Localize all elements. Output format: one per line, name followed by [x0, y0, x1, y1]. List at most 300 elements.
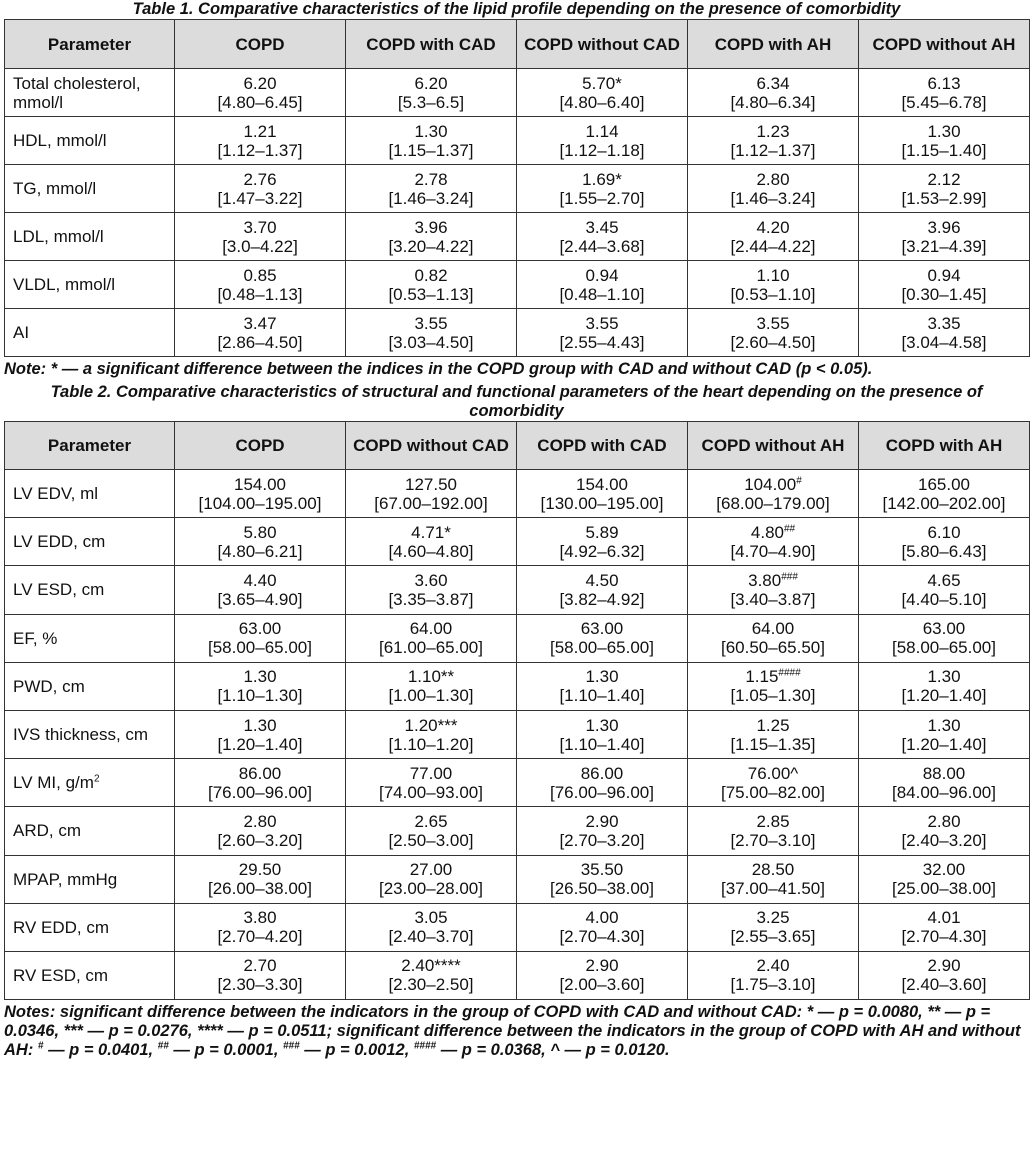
interquartile-range: [0.30–1.45]	[901, 284, 987, 304]
median-value: 2.85	[756, 811, 790, 831]
median-value: 4.01	[927, 908, 961, 928]
median-value: 77.00	[409, 763, 453, 783]
value-cell	[346, 69, 517, 117]
value-cell	[688, 261, 859, 309]
median-value: 3.55	[414, 313, 448, 333]
value-cell	[859, 470, 1030, 518]
median-value: 165.00	[918, 474, 970, 494]
value-cell	[688, 117, 859, 165]
interquartile-range: [23.00–28.00]	[379, 879, 483, 899]
interquartile-range: [68.00–179.00]	[716, 493, 830, 513]
interquartile-range: [3.03–4.50]	[388, 332, 474, 352]
median-value: 1.30	[585, 667, 619, 687]
median-value: 6.20	[414, 73, 448, 93]
value-cell	[346, 903, 517, 951]
column-header: COPD with AH	[688, 20, 859, 69]
interquartile-range: [2.40–3.70]	[388, 927, 474, 947]
interquartile-range: [142.00–202.00]	[882, 493, 1006, 513]
value-cell	[346, 117, 517, 165]
interquartile-range: [2.55–4.43]	[559, 332, 645, 352]
interquartile-range: [3.04–4.58]	[901, 332, 987, 352]
interquartile-range: [26.00–38.00]	[208, 879, 312, 899]
median-value: 4.40	[243, 570, 277, 590]
parameter-cell	[5, 951, 175, 999]
median-value: 2.76	[243, 169, 277, 189]
table-row	[5, 117, 1030, 165]
value-cell	[688, 470, 859, 518]
median-value: 2.40	[756, 956, 790, 976]
value-cell	[175, 165, 346, 213]
median-value: 6.13	[927, 73, 961, 93]
median-value: 1.30	[927, 667, 961, 687]
interquartile-range: [3.35–3.87]	[388, 589, 474, 609]
value-cell	[346, 261, 517, 309]
value-cell	[688, 566, 859, 614]
column-header: COPD with CAD	[346, 20, 517, 69]
parameter-cell	[5, 309, 175, 357]
median-value: 1.23	[756, 121, 790, 141]
column-header: COPD with AH	[859, 422, 1030, 470]
parameter-label: LV ESD, cm	[13, 580, 105, 600]
interquartile-range: [1.12–1.18]	[559, 140, 645, 160]
note-text: — p = 0.0012,	[299, 1041, 414, 1060]
median-value: 154.00	[234, 474, 286, 494]
interquartile-range: [2.55–3.65]	[730, 927, 816, 947]
interquartile-range: [1.20–1.40]	[901, 686, 987, 706]
significance-marker: ##	[783, 523, 796, 535]
value-cell	[517, 309, 688, 357]
value-cell	[688, 855, 859, 903]
value-cell	[517, 710, 688, 758]
median-value: 4.71*	[411, 522, 451, 542]
table-row	[5, 213, 1030, 261]
interquartile-range: [1.10–1.40]	[559, 686, 645, 706]
interquartile-range: [2.44–4.22]	[730, 236, 816, 256]
median-value: 28.50	[751, 860, 795, 880]
interquartile-range: [1.05–1.30]	[730, 686, 816, 706]
interquartile-range: [5.80–6.43]	[901, 541, 987, 561]
value-cell	[346, 614, 517, 662]
median-value: 6.34	[756, 73, 790, 93]
value-cell	[517, 855, 688, 903]
lipid-profile-table	[4, 19, 1030, 357]
value-cell	[346, 518, 517, 566]
table-row	[5, 662, 1030, 710]
parameter-label: IVS thickness, cm	[13, 725, 149, 745]
value-cell	[517, 662, 688, 710]
interquartile-range: [4.80–6.45]	[217, 92, 303, 112]
column-header: Parameter	[5, 20, 175, 69]
interquartile-range: [84.00–96.00]	[892, 782, 996, 802]
value-cell	[517, 903, 688, 951]
value-cell	[346, 662, 517, 710]
median-value: 3.60	[414, 570, 448, 590]
parameter-cell	[5, 759, 175, 807]
value-cell	[517, 213, 688, 261]
value-cell	[346, 807, 517, 855]
value-cell	[688, 807, 859, 855]
value-cell	[175, 759, 346, 807]
interquartile-range: [58.00–65.00]	[208, 638, 312, 658]
column-header: COPD without AH	[688, 422, 859, 470]
interquartile-range: [2.44–3.68]	[559, 236, 645, 256]
median-value: 1.69*	[582, 169, 622, 189]
interquartile-range: [75.00–82.00]	[721, 782, 825, 802]
median-value: 0.94	[585, 265, 619, 285]
median-value: 3.70	[243, 217, 277, 237]
interquartile-range: [1.10–1.40]	[559, 734, 645, 754]
note-marker: #	[37, 1040, 44, 1052]
value-cell	[346, 710, 517, 758]
value-cell	[859, 662, 1030, 710]
interquartile-range: [26.50–38.00]	[550, 879, 654, 899]
interquartile-range: [2.70–3.10]	[730, 830, 816, 850]
median-value: 3.25	[756, 908, 790, 928]
interquartile-range: [2.00–3.60]	[559, 975, 645, 995]
median-value: 3.80	[748, 570, 782, 590]
parameter-cell	[5, 903, 175, 951]
value-cell	[859, 903, 1030, 951]
table2-caption: Table 2. Comparative characteristics of structural and functional parameters of the heart depending on the presence of comorbidity	[50, 383, 983, 420]
median-value: 35.50	[580, 860, 624, 880]
value-cell	[175, 662, 346, 710]
interquartile-range: [1.55–2.70]	[559, 188, 645, 208]
median-value: 1.25	[756, 715, 790, 735]
interquartile-range: [0.48–1.10]	[559, 284, 645, 304]
median-value: 1.21	[243, 121, 277, 141]
table-row	[5, 470, 1030, 518]
parameter-label: AI	[13, 323, 30, 342]
median-value: 3.96	[927, 217, 961, 237]
unit-superscript: 2	[93, 773, 100, 785]
table-row	[5, 710, 1030, 758]
value-cell	[688, 903, 859, 951]
interquartile-range: [2.70–4.30]	[901, 927, 987, 947]
value-cell	[175, 710, 346, 758]
value-cell	[175, 855, 346, 903]
median-value: 0.82	[414, 265, 448, 285]
table-row	[5, 165, 1030, 213]
median-value: 63.00	[580, 619, 624, 639]
column-header: COPD without AH	[859, 20, 1030, 69]
value-cell	[175, 309, 346, 357]
table1-caption: Table 1. Comparative characteristics of the lipid profile depending on the presence of comorbidity	[132, 0, 901, 18]
value-cell	[175, 261, 346, 309]
interquartile-range: [61.00–65.00]	[379, 638, 483, 658]
parameter-label: VLDL, mmol/l	[13, 275, 116, 294]
median-value: 63.00	[238, 619, 282, 639]
median-value: 29.50	[238, 860, 282, 880]
value-cell	[175, 951, 346, 999]
interquartile-range: [1.20–1.40]	[217, 734, 303, 754]
parameter-label: LV EDV, ml	[13, 484, 99, 504]
median-value: 4.65	[927, 570, 961, 590]
note-marker: ####	[413, 1040, 437, 1052]
median-value: 1.15	[745, 667, 779, 687]
median-value: 154.00	[576, 474, 628, 494]
interquartile-range: [5.3–6.5]	[397, 92, 465, 112]
median-value: 76.00^	[747, 763, 799, 783]
interquartile-range: [1.46–3.24]	[388, 188, 474, 208]
value-cell	[175, 903, 346, 951]
value-cell	[346, 855, 517, 903]
table-header-row	[5, 20, 1030, 69]
significance-marker: #	[796, 474, 802, 486]
interquartile-range: [2.70–3.20]	[559, 830, 645, 850]
parameter-label: LDL, mmol/l	[13, 227, 104, 246]
median-value: 1.14	[585, 121, 619, 141]
value-cell	[688, 710, 859, 758]
parameter-cell	[5, 165, 175, 213]
interquartile-range: [2.60–4.50]	[730, 332, 816, 352]
interquartile-range: [1.00–1.30]	[388, 686, 474, 706]
value-cell	[175, 614, 346, 662]
median-value: 86.00	[238, 763, 282, 783]
value-cell	[859, 518, 1030, 566]
median-value: 2.90	[585, 811, 619, 831]
value-cell	[688, 614, 859, 662]
median-value: 27.00	[409, 860, 453, 880]
interquartile-range: [25.00–38.00]	[892, 879, 996, 899]
median-value: 3.55	[756, 313, 790, 333]
parameter-label: RV EDD, cm	[13, 917, 110, 937]
interquartile-range: [104.00–195.00]	[198, 493, 322, 513]
value-cell	[175, 213, 346, 261]
parameter-cell	[5, 614, 175, 662]
interquartile-range: [0.48–1.13]	[217, 284, 303, 304]
median-value: 2.70	[243, 956, 277, 976]
table-row	[5, 309, 1030, 357]
interquartile-range: [1.75–3.10]	[730, 975, 816, 995]
median-value: 127.50	[405, 474, 457, 494]
value-cell	[688, 518, 859, 566]
parameter-label: Total cholesterol, mmol/l	[13, 73, 141, 112]
interquartile-range: [1.47–3.22]	[217, 188, 303, 208]
note-marker: ###	[282, 1040, 300, 1052]
median-value: 2.12	[927, 169, 961, 189]
parameter-cell	[5, 117, 175, 165]
parameter-cell	[5, 566, 175, 614]
value-cell	[688, 759, 859, 807]
interquartile-range: [2.86–4.50]	[217, 332, 303, 352]
value-cell	[517, 759, 688, 807]
table-row	[5, 807, 1030, 855]
median-value: 3.45	[585, 217, 619, 237]
value-cell	[859, 69, 1030, 117]
median-value: 32.00	[922, 860, 966, 880]
column-header: COPD without CAD	[517, 20, 688, 69]
interquartile-range: [4.60–4.80]	[388, 541, 474, 561]
median-value: 4.00	[585, 908, 619, 928]
interquartile-range: [130.00–195.00]	[540, 493, 664, 513]
median-value: 3.80	[243, 908, 277, 928]
value-cell	[175, 518, 346, 566]
column-header: COPD	[175, 20, 346, 69]
parameter-cell	[5, 518, 175, 566]
interquartile-range: [2.40–3.60]	[901, 975, 987, 995]
column-header: COPD	[175, 422, 346, 470]
median-value: 2.80	[243, 811, 277, 831]
interquartile-range: [2.40–3.20]	[901, 830, 987, 850]
value-cell	[346, 470, 517, 518]
median-value: 86.00	[580, 763, 624, 783]
median-value: 5.70*	[582, 73, 622, 93]
value-cell	[175, 69, 346, 117]
value-cell	[859, 759, 1030, 807]
value-cell	[517, 518, 688, 566]
table-row	[5, 614, 1030, 662]
interquartile-range: [2.30–3.30]	[217, 975, 303, 995]
interquartile-range: [3.21–4.39]	[901, 236, 987, 256]
significance-marker: ####	[778, 667, 801, 679]
parameter-cell	[5, 69, 175, 117]
median-value: 63.00	[922, 619, 966, 639]
median-value: 6.20	[243, 73, 277, 93]
interquartile-range: [1.12–1.37]	[217, 140, 303, 160]
value-cell	[859, 951, 1030, 999]
note-text: Notes: significant difference between the indicators in the group of COPD with CAD and without CAD: * — p = 0.0080, ** — p = 0.0346, *** — p = 0.0276, **** — p = 0.0511; significant difference between the indicators in the group of COPD with AH and without AH:	[4, 1003, 1021, 1060]
interquartile-range: [58.00–65.00]	[892, 638, 996, 658]
value-cell	[175, 470, 346, 518]
value-cell	[175, 566, 346, 614]
median-value: 3.47	[243, 313, 277, 333]
interquartile-range: [2.70–4.30]	[559, 927, 645, 947]
interquartile-range: [60.50–65.50]	[721, 638, 825, 658]
column-header: COPD with CAD	[517, 422, 688, 470]
note-text: — p = 0.0401,	[43, 1041, 158, 1060]
median-value: 1.30	[414, 121, 448, 141]
value-cell	[859, 807, 1030, 855]
parameter-cell	[5, 710, 175, 758]
note-text: — p = 0.0001,	[168, 1041, 283, 1060]
value-cell	[346, 165, 517, 213]
value-cell	[859, 117, 1030, 165]
table-row	[5, 855, 1030, 903]
interquartile-range: [4.40–5.10]	[901, 589, 987, 609]
interquartile-range: [3.20–4.22]	[388, 236, 474, 256]
value-cell	[517, 566, 688, 614]
value-cell	[346, 309, 517, 357]
value-cell	[859, 855, 1030, 903]
median-value: 0.94	[927, 265, 961, 285]
value-cell	[859, 566, 1030, 614]
value-cell	[517, 614, 688, 662]
value-cell	[517, 165, 688, 213]
interquartile-range: [3.0–4.22]	[222, 236, 298, 256]
value-cell	[859, 614, 1030, 662]
median-value: 4.80	[750, 522, 784, 542]
parameter-label: PWD, cm	[13, 676, 85, 696]
value-cell	[517, 807, 688, 855]
interquartile-range: [58.00–65.00]	[550, 638, 654, 658]
significance-marker: ###	[781, 571, 798, 583]
interquartile-range: [4.92–6.32]	[559, 541, 645, 561]
parameter-label: EF, %	[13, 628, 58, 648]
median-value: 4.50	[585, 570, 619, 590]
interquartile-range: [37.00–41.50]	[721, 879, 825, 899]
interquartile-range: [1.15–1.35]	[730, 734, 816, 754]
median-value: 5.89	[585, 522, 619, 542]
parameter-cell	[5, 855, 175, 903]
interquartile-range: [4.80–6.21]	[217, 541, 303, 561]
median-value: 104.00	[744, 474, 797, 494]
median-value: 1.30	[927, 121, 961, 141]
parameter-label: RV ESD, cm	[13, 965, 109, 985]
median-value: 88.00	[922, 763, 966, 783]
median-value: 3.35	[927, 313, 961, 333]
interquartile-range: [2.50–3.00]	[388, 830, 474, 850]
value-cell	[346, 759, 517, 807]
value-cell	[859, 165, 1030, 213]
median-value: 3.55	[585, 313, 619, 333]
interquartile-range: [0.53–1.10]	[730, 284, 816, 304]
interquartile-range: [4.80–6.34]	[730, 92, 816, 112]
interquartile-range: [76.00–96.00]	[208, 782, 312, 802]
median-value: 1.30	[927, 715, 961, 735]
interquartile-range: [2.70–4.20]	[217, 927, 303, 947]
interquartile-range: [4.80–6.40]	[559, 92, 645, 112]
interquartile-range: [1.46–3.24]	[730, 188, 816, 208]
parameter-cell	[5, 470, 175, 518]
interquartile-range: [3.65–4.90]	[217, 589, 303, 609]
table-header-row	[5, 422, 1030, 470]
median-value: 2.80	[927, 811, 961, 831]
interquartile-range: [1.15–1.37]	[388, 140, 474, 160]
value-cell	[688, 213, 859, 261]
median-value: 4.20	[756, 217, 790, 237]
column-header: COPD without CAD	[346, 422, 517, 470]
table1-note: Note: * — a significant difference between the indices in the COPD group with CAD and without CAD (p < 0.05).	[4, 360, 873, 378]
interquartile-range: [4.70–4.90]	[730, 541, 816, 561]
column-header: Parameter	[5, 422, 175, 470]
note-text: — p = 0.0368, ^ — p = 0.0120.	[436, 1041, 670, 1060]
table-row	[5, 951, 1030, 999]
interquartile-range: [5.45–6.78]	[901, 92, 987, 112]
median-value: 2.80	[756, 169, 790, 189]
value-cell	[859, 710, 1030, 758]
table-row	[5, 261, 1030, 309]
parameter-label: LV MI, g/m	[13, 773, 94, 793]
interquartile-range: [1.10–1.20]	[388, 734, 474, 754]
value-cell	[175, 807, 346, 855]
interquartile-range: [74.00–93.00]	[379, 782, 483, 802]
table2-notes	[0, 1003, 1033, 1060]
interquartile-range: [1.53–2.99]	[901, 188, 987, 208]
note-marker: ##	[157, 1040, 169, 1052]
median-value: 2.65	[414, 811, 448, 831]
parameter-label: MPAP, mmHg	[13, 869, 118, 889]
interquartile-range: [1.15–1.40]	[901, 140, 987, 160]
median-value: 3.96	[414, 217, 448, 237]
interquartile-range: [76.00–96.00]	[550, 782, 654, 802]
interquartile-range: [1.12–1.37]	[730, 140, 816, 160]
median-value: 2.90	[585, 956, 619, 976]
value-cell	[688, 951, 859, 999]
parameter-label: LV EDD, cm	[13, 532, 106, 552]
median-value: 5.80	[243, 522, 277, 542]
interquartile-range: [2.30–2.50]	[388, 975, 474, 995]
median-value: 1.10	[756, 265, 790, 285]
value-cell	[346, 951, 517, 999]
interquartile-range: [67.00–192.00]	[374, 493, 488, 513]
value-cell	[517, 261, 688, 309]
table-row	[5, 566, 1030, 614]
median-value: 2.78	[414, 169, 448, 189]
value-cell	[859, 309, 1030, 357]
median-value: 2.40****	[401, 956, 461, 976]
value-cell	[346, 566, 517, 614]
median-value: 1.30	[243, 715, 277, 735]
